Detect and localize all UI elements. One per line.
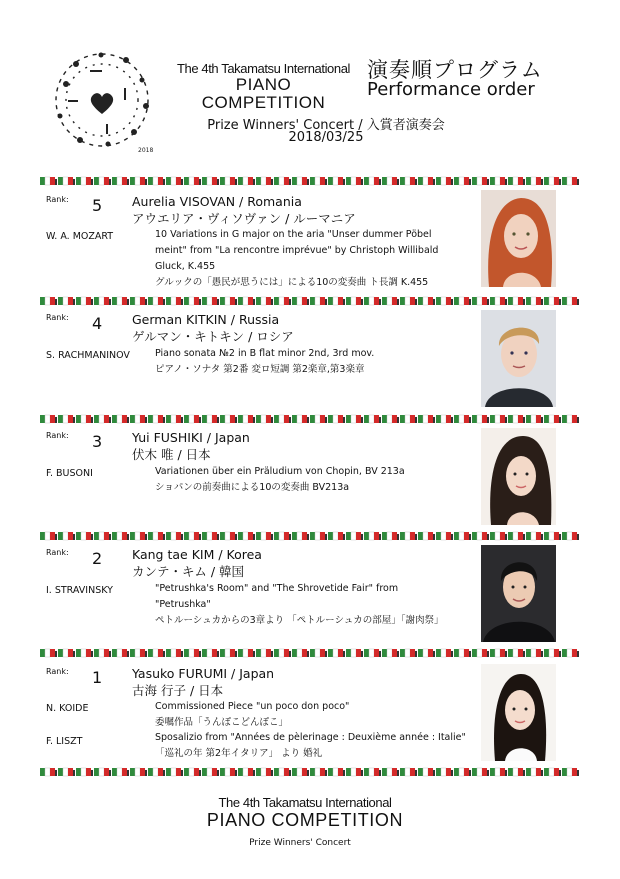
performer-name-en: Kang tae KIM / Korea (132, 547, 262, 562)
piano-divider (40, 531, 580, 541)
composer: S. RACHMANINOV (46, 350, 130, 361)
competition-title (176, 62, 351, 112)
competition-title-line2: PIANO COMPETITION (201, 75, 326, 112)
performer-block-rank-4 (0, 310, 620, 410)
piano-divider (40, 648, 580, 658)
rank-number: 5 (92, 196, 103, 215)
piano-divider (40, 296, 580, 306)
piece-title: Commissioned Piece "un poco don poco" 委嘱作品「うんぽこどんぽこ」 (155, 701, 350, 728)
rank-number: 2 (92, 549, 103, 568)
performer-name-jp: ゲルマン・キトキン / ロシア (132, 329, 294, 344)
performer-photo (481, 428, 556, 525)
footer-title-line2: PIANO COMPETITION (206, 810, 404, 830)
performer-block-rank-2 (0, 545, 620, 645)
footer-title-line1: The 4th Takamatsu International (218, 795, 392, 810)
concert-title: Prize Winners' Concert / 入賞者演奏会 (207, 118, 445, 133)
piece-title: Variationen über ein Präludium von Chopin, BV 213a ショパンの前奏曲による10の変奏曲 BV213a (155, 466, 405, 493)
performer-name-jp: 伏木 唯 / 日本 (132, 447, 211, 462)
performer-name-jp: 古海 行子 / 日本 (132, 683, 224, 698)
piano-divider (40, 176, 580, 186)
performer-name-en: Yui FUSHIKI / Japan (132, 430, 250, 445)
performer-photo (481, 664, 556, 761)
program-title-en: Performance order (367, 79, 535, 100)
rank-label: Rank: (46, 431, 69, 440)
performer-name-jp: カンテ・キム / 韓国 (132, 564, 245, 579)
rank-number: 4 (92, 314, 103, 333)
rank-label: Rank: (46, 313, 69, 322)
performer-name-en: Aurelia VISOVAN / Romania (132, 194, 302, 209)
piece-title: Piano sonata №2 in B flat minor 2nd, 3rd mov. ピアノ・ソナタ 第2番 変ロ短調 第2楽章,第3楽章 (155, 348, 375, 375)
concert-date: 2018/03/25 (288, 130, 364, 145)
performer-name-jp: アウエリア・ヴィソヴァン / ルーマニア (132, 211, 356, 226)
rank-number: 1 (92, 668, 103, 687)
composer: I. STRAVINSKY (46, 585, 113, 596)
footer-concert: Prize Winners' Concert (249, 838, 351, 848)
competition-title-line1: The 4th Takamatsu International (176, 61, 351, 76)
rank-number: 3 (92, 432, 103, 451)
performer-block-rank-3 (0, 428, 620, 528)
performer-block-rank-5 (0, 190, 620, 292)
composer: F. BUSONI (46, 468, 93, 479)
program-title-jp: 演奏順プログラム (367, 58, 543, 82)
svg-text:2018: 2018 (138, 147, 154, 154)
rank-label: Rank: (46, 548, 69, 557)
performer-photo (481, 190, 556, 287)
performer-photo (481, 545, 556, 642)
performer-photo (481, 310, 556, 407)
piece-title: Sposalizio from "Années de pèlerinage : Deuxième année : Italie" 「巡礼の年 第2年イタリア」 より 婚礼 (155, 732, 466, 759)
rank-label: Rank: (46, 195, 69, 204)
performer-block-rank-1 (0, 664, 620, 764)
composer: N. KOIDE (46, 703, 89, 714)
composer: F. LISZT (46, 736, 83, 747)
piece-title: "Petrushka's Room" and "The Shrovetide Fair" from "Petrushka" ペトルーシュカからの3章より 「ペトルーシュカの部屋」「謝肉祭」 (155, 583, 444, 626)
composer: W. A. MOZART (46, 231, 114, 242)
rank-label: Rank: (46, 667, 69, 676)
piano-divider (40, 767, 580, 777)
performer-name-en: Yasuko FURUMI / Japan (132, 666, 275, 681)
footer-competition-title (0, 796, 620, 830)
piano-divider (40, 414, 580, 424)
piece-title: 10 Variations in G major on the aria "Unser dummer Pöbel meint" from "La rencontre imprévue" by Christoph Willibald Gluck, K.455 グルックの「愚民が思うには」による10の変奏曲 ト長調 K.455 (155, 229, 439, 288)
performer-name-en: German KITKIN / Russia (132, 312, 280, 327)
